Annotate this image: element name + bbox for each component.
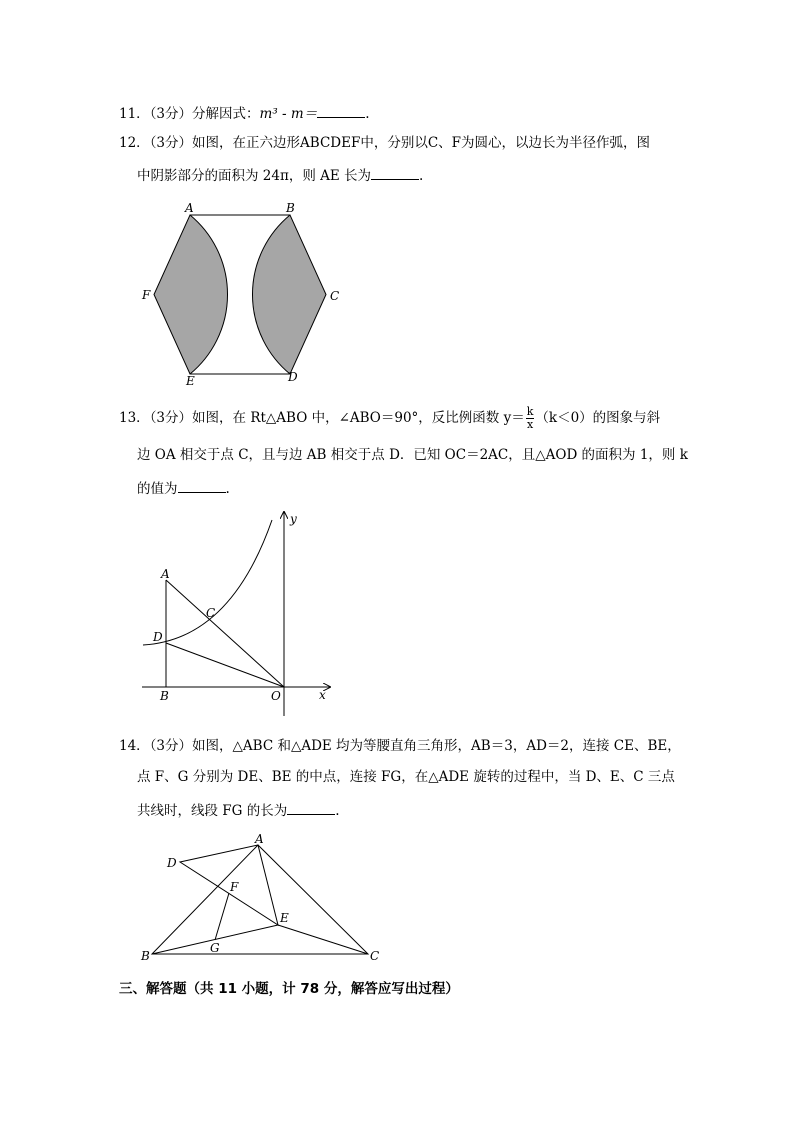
q12-number: 12． <box>119 135 150 151</box>
question-12-line-1 <box>119 134 650 152</box>
question-12-line-2 <box>137 165 423 185</box>
q14-triangle-ade <box>180 845 278 925</box>
q12-hexagon-figure <box>138 200 348 390</box>
q13-text-line-1a: 如图，在 Rt△ABO 中，∠ABO＝90°，反比例函数 y＝ <box>192 410 525 426</box>
q12-text-line-2: 中阴影部分的面积为 24π，则 AE 长为 <box>137 168 372 184</box>
q11-score: （3分） <box>149 106 193 122</box>
q13-label-y: y <box>290 512 297 526</box>
q13-segment-do <box>166 643 284 687</box>
q14-label-b: B <box>141 949 150 963</box>
q13-text-line-3: 的值为 <box>137 481 178 497</box>
question-13-line-2 <box>137 446 688 464</box>
q14-label-d: D <box>167 856 177 870</box>
q14-label-f: F <box>230 880 239 894</box>
q13-label-c: C <box>206 606 216 620</box>
q12-end: . <box>419 168 424 184</box>
q11-number: 11． <box>119 106 150 122</box>
q14-segment-fg <box>215 893 229 940</box>
q13-fraction <box>526 406 535 431</box>
question-13-line-1 <box>119 406 660 431</box>
q11-expression: m³ - m＝ <box>259 106 318 122</box>
q13-answer-blank[interactable] <box>178 478 226 493</box>
q14-answer-blank[interactable] <box>287 800 335 815</box>
question-13-line-3 <box>137 478 230 498</box>
q13-end: . <box>225 481 230 497</box>
q14-triangle-figure <box>138 830 388 965</box>
q11-text: 分解因式： <box>192 106 260 122</box>
q12-label-c: C <box>330 289 340 303</box>
q12-shaded-left <box>154 215 228 374</box>
q12-score: （3分） <box>149 135 193 151</box>
q13-segment-ao <box>166 580 284 687</box>
q14-end: . <box>335 803 340 819</box>
q13-score: （3分） <box>149 410 193 426</box>
q12-text-line-1: 如图，在正六边形ABCDEF中，分别以C、F为圆心，以边长为半径作弧，图 <box>192 135 651 151</box>
q11-answer-blank[interactable] <box>317 103 365 118</box>
q12-label-d: D <box>288 370 298 384</box>
q14-label-a: A <box>255 832 264 846</box>
q13-number: 13． <box>119 410 150 426</box>
q12-label-a: A <box>185 201 194 215</box>
q13-text-line-1b: （k＜0）的图象与斜 <box>535 410 661 426</box>
q13-label-a: A <box>161 567 170 581</box>
q14-label-e: E <box>280 911 289 925</box>
q13-fraction-numerator: k <box>526 405 534 418</box>
q14-text-line-2: 点 F、G 分别为 DE、BE 的中点，连接 FG，在△ADE 旋转的过程中，当 D、E、C 三点 <box>137 769 675 785</box>
q13-text-line-2: 边 OA 相交于点 C，且与边 AB 相交于点 D．已知 OC＝2AC，且△AOD 的面积为 1，则 k <box>137 447 688 463</box>
q13-label-o: O <box>271 689 281 703</box>
q12-shaded-right <box>252 215 326 374</box>
q12-label-f: F <box>142 288 151 302</box>
q14-label-g: G <box>210 941 220 955</box>
q14-label-c: C <box>370 949 380 963</box>
q12-label-e: E <box>186 374 195 388</box>
q13-fraction-denominator: x <box>526 418 534 431</box>
q14-number: 14． <box>119 738 150 754</box>
q11-end: . <box>365 106 370 122</box>
question-11 <box>119 103 370 123</box>
question-14-line-3 <box>137 800 340 820</box>
q12-answer-blank[interactable] <box>371 165 419 180</box>
q14-text-line-1: 如图，△ABC 和△ADE 均为等腰直角三角形，AB＝3，AD＝2，连接 CE、BE， <box>192 738 681 754</box>
q13-coordinate-figure <box>138 508 338 718</box>
question-14-line-1 <box>119 737 681 755</box>
question-14-line-2 <box>137 768 675 786</box>
q13-label-b: B <box>160 689 169 703</box>
section-3-heading: 三、解答题（共 11 小题，计 78 分，解答应写出过程） <box>119 981 459 997</box>
q14-score: （3分） <box>149 738 193 754</box>
q13-label-x: x <box>319 688 326 702</box>
q13-label-d: D <box>153 630 163 644</box>
q13-hyperbola <box>143 520 272 645</box>
q14-text-line-3: 共线时，线段 FG 的长为 <box>137 803 288 819</box>
q14-segment-ce <box>278 925 368 954</box>
q12-label-b: B <box>286 201 295 215</box>
